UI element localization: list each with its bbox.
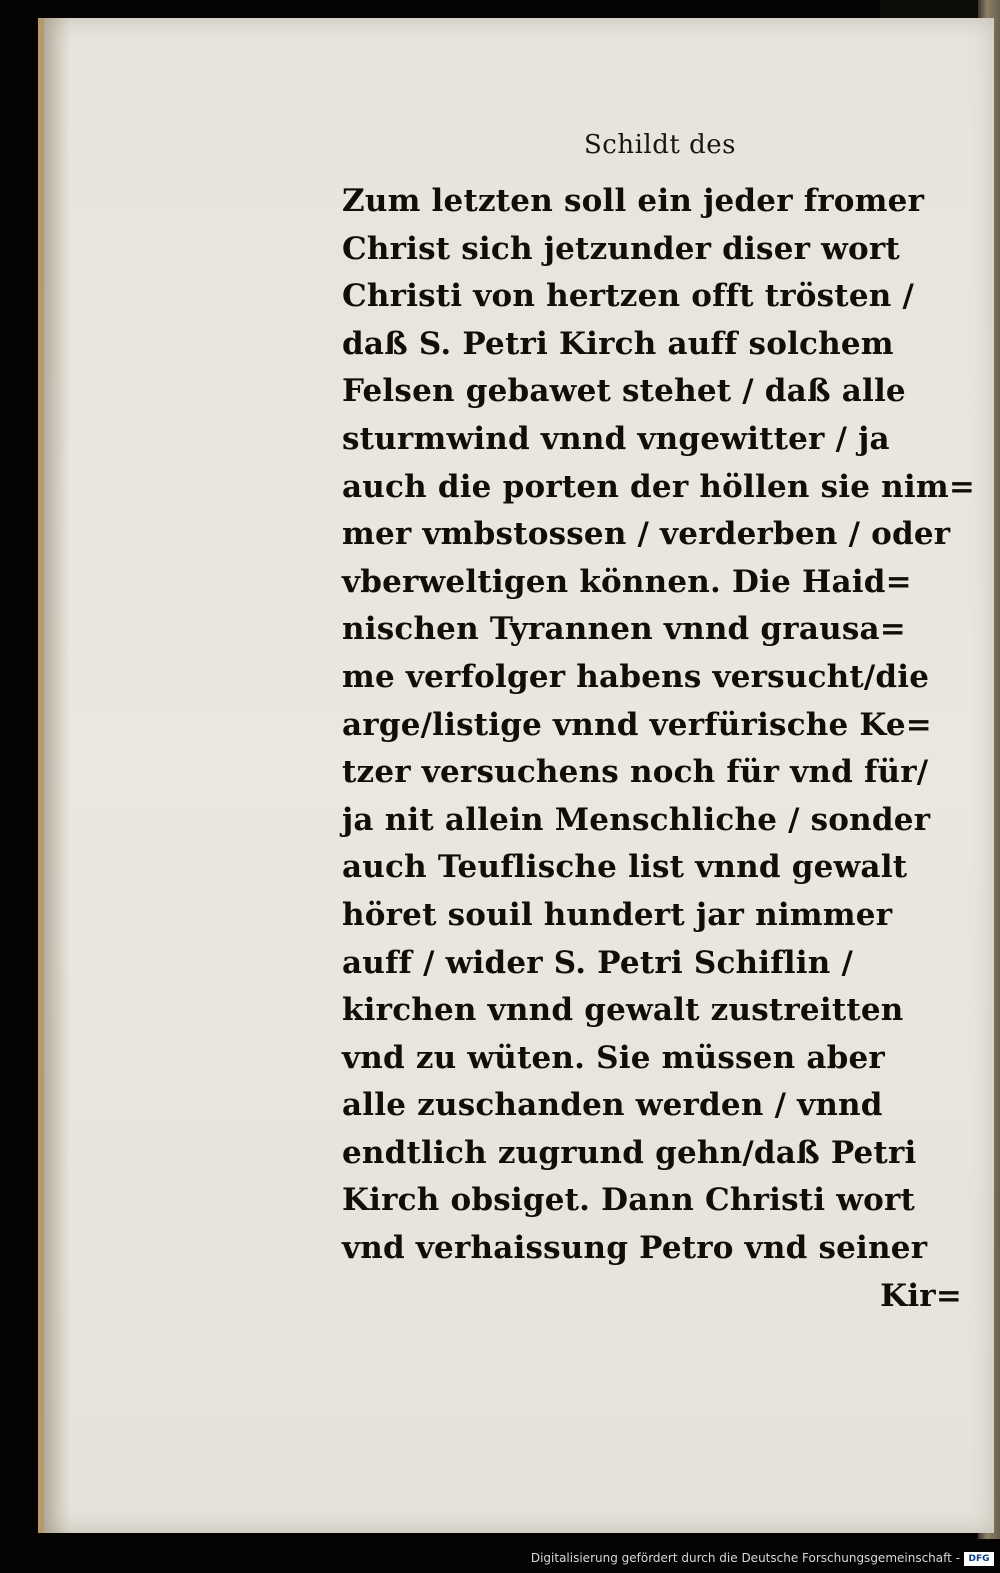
- text-line: daß S. Petri Kirch auff solchem: [342, 325, 894, 362]
- text-line: tzer versuchens noch für vnd für/: [342, 754, 929, 791]
- text-line: auff / wider S. Petri Schiflin /: [342, 944, 853, 981]
- text-line: auch Teuflische list vnnd gewalt: [342, 849, 908, 886]
- text-line: auch die porten der höllen sie nim=: [342, 468, 976, 505]
- text-line: mer vmbstossen / verderben / oder: [342, 516, 951, 553]
- catchword: Kir=: [880, 1277, 962, 1314]
- digitization-footer: [0, 1539, 1000, 1573]
- text-line: alle zuschanden werden / vnnd: [342, 1087, 883, 1124]
- text-line: Zum letzten soll ein jeder fromer: [342, 183, 925, 219]
- text-line: kirchen vnnd gewalt zustreitten: [342, 992, 904, 1029]
- text-line: Christi von hertzen offt trösten /: [342, 278, 914, 315]
- text-line: Christ sich jetzunder diser wort: [342, 230, 900, 267]
- text-line: höret souil hundert jar nimmer: [342, 896, 893, 933]
- text-line: me verfolger habens versucht/die: [342, 658, 930, 695]
- text-line: vberweltigen können. Die Haid=: [342, 563, 912, 600]
- text-line: nischen Tyrannen vnnd grausa=: [342, 611, 906, 648]
- text-line: sturmwind vnnd vngewitter / ja: [342, 420, 890, 457]
- running-head: Schildt des: [584, 130, 736, 160]
- text-line: Felsen gebawet stehet / daß alle: [342, 373, 906, 410]
- text-line: vnd verhaissung Petro vnd seiner: [342, 1230, 928, 1267]
- book-page: [38, 18, 994, 1533]
- text-line: vnd zu wüten. Sie müssen aber: [342, 1039, 885, 1076]
- funding-credit: Digitalisierung gefördert durch die Deutsche Forschungsgemeinschaft -: [530, 1551, 960, 1565]
- text-block: [342, 178, 982, 1320]
- text-line: Kirch obsiget. Dann Christi wort: [342, 1182, 916, 1219]
- text-line: endtlich zugrund gehn/daß Petri: [342, 1134, 917, 1171]
- dfg-logo: DFG: [964, 1552, 994, 1566]
- text-line: arge/listige vnnd verfürische Ke=: [342, 706, 932, 743]
- text-line: ja nit allein Menschliche / sonder: [342, 801, 931, 838]
